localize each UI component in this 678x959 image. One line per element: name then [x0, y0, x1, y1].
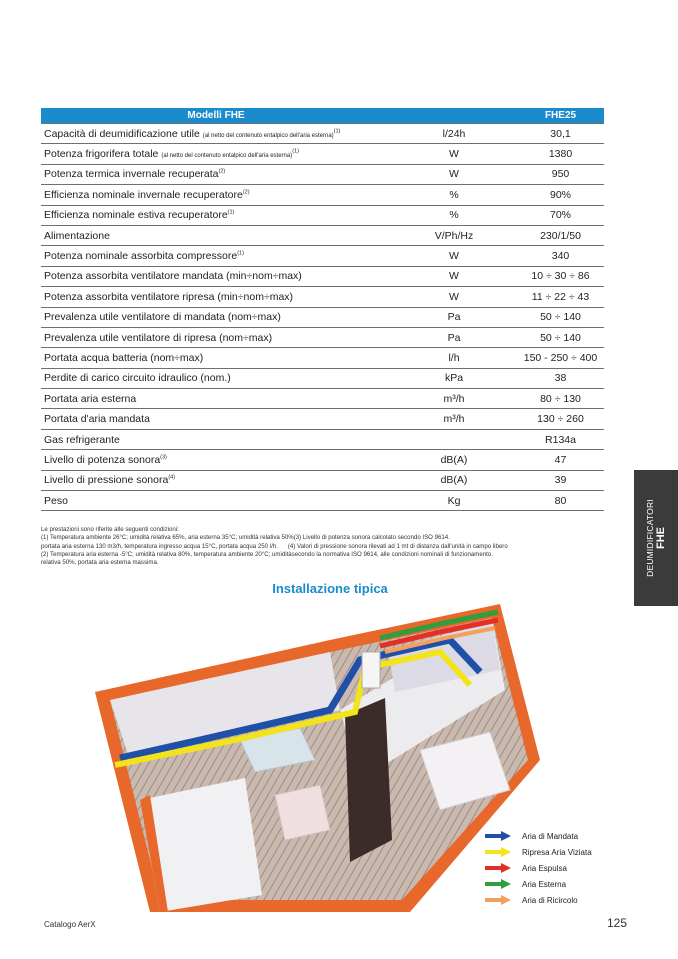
- row-unit: W: [391, 246, 517, 266]
- row-unit: W: [391, 266, 517, 286]
- table-row: [41, 307, 604, 327]
- row-unit: %: [391, 185, 517, 205]
- row-unit: W: [391, 144, 517, 164]
- row-unit: kPa: [391, 368, 517, 388]
- row-unit: Kg: [391, 491, 517, 511]
- row-value: 950: [517, 164, 604, 184]
- row-value: 38: [517, 368, 604, 388]
- row-label-cell: [41, 307, 391, 327]
- row-value: 70%: [517, 205, 604, 225]
- notes-intro: Le prestazioni sono riferite alle seguenti condizioni:: [41, 526, 179, 533]
- row-label: Livello di pressione sonora: [44, 474, 169, 487]
- row-unit: l/24h: [391, 124, 517, 144]
- row-label: Livello di potenza sonora: [44, 453, 161, 466]
- row-value: 230/1/50: [517, 225, 604, 245]
- row-label: Capacità di deumidificazione utile: [44, 127, 200, 140]
- row-label-note: (al netto del contenuto entalpico dell'aria esterna): [161, 153, 293, 160]
- row-label-cell: [41, 124, 391, 144]
- legend-label: Aria Espulsa: [522, 863, 567, 873]
- air-flow-legend: [484, 828, 624, 908]
- header-models: Modelli FHE: [41, 108, 391, 124]
- table-row: [41, 185, 604, 205]
- row-unit: Pa: [391, 307, 517, 327]
- row-footnote-ref: (1): [333, 128, 341, 135]
- row-unit: Pa: [391, 327, 517, 347]
- table-row: [41, 164, 604, 184]
- row-label-cell: [41, 246, 391, 266]
- row-label: Efficienza nominale invernale recuperatore: [44, 188, 243, 201]
- table-row: [41, 144, 604, 164]
- row-label: Portata acqua batteria (nom÷max): [44, 351, 204, 364]
- row-label-cell: [41, 348, 391, 368]
- legend-label: Ripresa Aria Viziata: [522, 847, 592, 857]
- row-value: 11 ÷ 22 ÷ 43: [517, 287, 604, 307]
- page-number: 125: [607, 916, 628, 930]
- row-label-cell: [41, 429, 391, 449]
- row-label-cell: [41, 164, 391, 184]
- legend-item: [484, 828, 624, 844]
- side-tab-model: FHE: [655, 527, 667, 549]
- row-label: Alimentazione: [44, 229, 110, 242]
- note-2: (2) Temperatura aria esterna -5°C; umidità relativa 80%, temperatura ambiente 20°C; umidità: [41, 550, 292, 558]
- legend-label: Aria di Mandata: [522, 831, 579, 841]
- arrow-right-icon: [484, 831, 512, 841]
- table-row: [41, 429, 604, 449]
- row-value: 90%: [517, 185, 604, 205]
- legend-item: [484, 876, 624, 892]
- row-label-cell: [41, 389, 391, 409]
- note-3: (3) Livello di potenza sonora calcolato secondo ISO 9614.: [293, 534, 450, 542]
- row-value: R134a: [517, 429, 604, 449]
- legend-item: [484, 892, 624, 908]
- row-value: 47: [517, 450, 604, 470]
- legend-item: [484, 860, 624, 876]
- row-unit: l/h: [391, 348, 517, 368]
- row-footnote-ref: (3): [160, 454, 167, 461]
- row-label: Potenza assorbita ventilatore mandata (min÷nom÷max): [44, 270, 302, 283]
- row-unit: dB(A): [391, 470, 517, 490]
- table-row: [41, 225, 604, 245]
- row-unit: m³/h: [391, 409, 517, 429]
- row-label-cell: [41, 409, 391, 429]
- row-footnote-ref: (1): [227, 209, 235, 216]
- row-unit: W: [391, 287, 517, 307]
- row-label: Peso: [44, 494, 68, 507]
- arrow-right-icon: [484, 863, 512, 873]
- arrow-right-icon: [484, 879, 512, 889]
- row-value: 340: [517, 246, 604, 266]
- row-label-cell: [41, 266, 391, 286]
- partition-wall: [345, 698, 392, 862]
- arrow-right-icon: [484, 895, 512, 905]
- row-footnote-ref: (1): [292, 148, 299, 155]
- row-label: Prevalenza utile ventilatore di mandata (nom÷max): [44, 311, 281, 324]
- row-label: Potenza frigorifera totale: [44, 148, 159, 161]
- row-footnote-ref: (2): [218, 168, 226, 175]
- note-2-continued: relativa 50%, portata aria esterna massima.: [41, 559, 159, 567]
- dehumidifier-unit: [362, 652, 380, 688]
- table-row: [41, 266, 604, 286]
- row-unit: dB(A): [391, 450, 517, 470]
- row-label: Prevalenza utile ventilatore di ripresa (nom÷max): [44, 331, 273, 344]
- row-label-cell: [41, 144, 391, 164]
- row-label: Portata d'aria mandata: [44, 413, 150, 426]
- table-row: [41, 327, 604, 347]
- row-label: Gas refrigerante: [44, 433, 120, 446]
- row-label-cell: [41, 470, 391, 490]
- row-label-cell: [41, 491, 391, 511]
- table-row: [41, 124, 604, 144]
- table-row: [41, 287, 604, 307]
- note-1-continued: portata aria esterna 130 m3/h, temperatura ingresso acqua 15°C, portata acqua 250 l/h.: [41, 542, 278, 550]
- table-row: [41, 491, 604, 511]
- row-value: 1380: [517, 144, 604, 164]
- note-4: (4) Valori di pressione sonora rilevati ad 1 mt di distanza dall'unità in campo libero: [287, 542, 508, 550]
- row-label: Perdite di carico circuito idraulico (nom.): [44, 372, 231, 385]
- table-row: [41, 205, 604, 225]
- row-value: 50 ÷ 140: [517, 327, 604, 347]
- row-label: Potenza termica invernale recuperata: [44, 168, 219, 181]
- table-row: [41, 389, 604, 409]
- spec-table: [41, 108, 604, 511]
- row-label-note: (al netto del contenuto entalpico dell'aria esterna): [202, 132, 334, 139]
- row-unit: W: [391, 164, 517, 184]
- legend-label: Aria di Ricircolo: [522, 895, 578, 905]
- side-tab-category: DEUMIDIFICATORI: [645, 499, 655, 577]
- legend-item: [484, 844, 624, 860]
- row-label: Efficienza nominale estiva recuperatore: [44, 209, 228, 222]
- catalog-name: Catalogo AerX: [44, 920, 96, 929]
- row-label-cell: [41, 225, 391, 245]
- row-unit: V/Ph/Hz: [391, 225, 517, 245]
- table-row: [41, 409, 604, 429]
- row-unit: %: [391, 205, 517, 225]
- row-unit: [391, 429, 517, 449]
- row-value: 30,1: [517, 124, 604, 144]
- row-value: 80: [517, 491, 604, 511]
- note-1: (1) Temperatura ambiente 26°C; umidità relativa 65%, aria esterna 35°C; umidità relativa 50%: [41, 534, 294, 542]
- table-row: [41, 368, 604, 388]
- performance-notes: [41, 526, 604, 567]
- row-label-cell: [41, 368, 391, 388]
- row-unit: m³/h: [391, 389, 517, 409]
- row-label-cell: [41, 287, 391, 307]
- arrow-right-icon: [484, 847, 512, 857]
- header-unit: [391, 108, 517, 124]
- row-footnote-ref: (1): [237, 250, 244, 257]
- table-row: [41, 246, 604, 266]
- row-value: 150 - 250 ÷ 400: [517, 348, 604, 368]
- table-header-row: [41, 108, 604, 124]
- row-value: 80 ÷ 130: [517, 389, 604, 409]
- row-footnote-ref: (4): [168, 474, 176, 481]
- legend-label: Aria Esterna: [522, 879, 567, 889]
- note-4-continued: secondo la normativa ISO 9614, alle condizioni nominali di funzionamento.: [291, 550, 493, 558]
- row-footnote-ref: (2): [242, 189, 250, 196]
- table-row: [41, 450, 604, 470]
- table-row: [41, 470, 604, 490]
- sofa: [275, 785, 330, 840]
- table-row: [41, 348, 604, 368]
- section-title: Installazione tipica: [272, 581, 388, 596]
- row-label-cell: [41, 327, 391, 347]
- row-value: 50 ÷ 140: [517, 307, 604, 327]
- row-label-cell: [41, 450, 391, 470]
- category-side-tab: [634, 470, 678, 606]
- row-label: Potenza assorbita ventilatore ripresa (min÷nom÷max): [44, 290, 294, 303]
- row-label-cell: [41, 185, 391, 205]
- row-label-cell: [41, 205, 391, 225]
- row-label: Potenza nominale assorbita compressore: [44, 250, 238, 263]
- row-value: 10 ÷ 30 ÷ 86: [517, 266, 604, 286]
- row-value: 130 ÷ 260: [517, 409, 604, 429]
- row-value: 39: [517, 470, 604, 490]
- header-model-fhe25: FHE25: [517, 108, 604, 124]
- row-label: Portata aria esterna: [44, 392, 137, 405]
